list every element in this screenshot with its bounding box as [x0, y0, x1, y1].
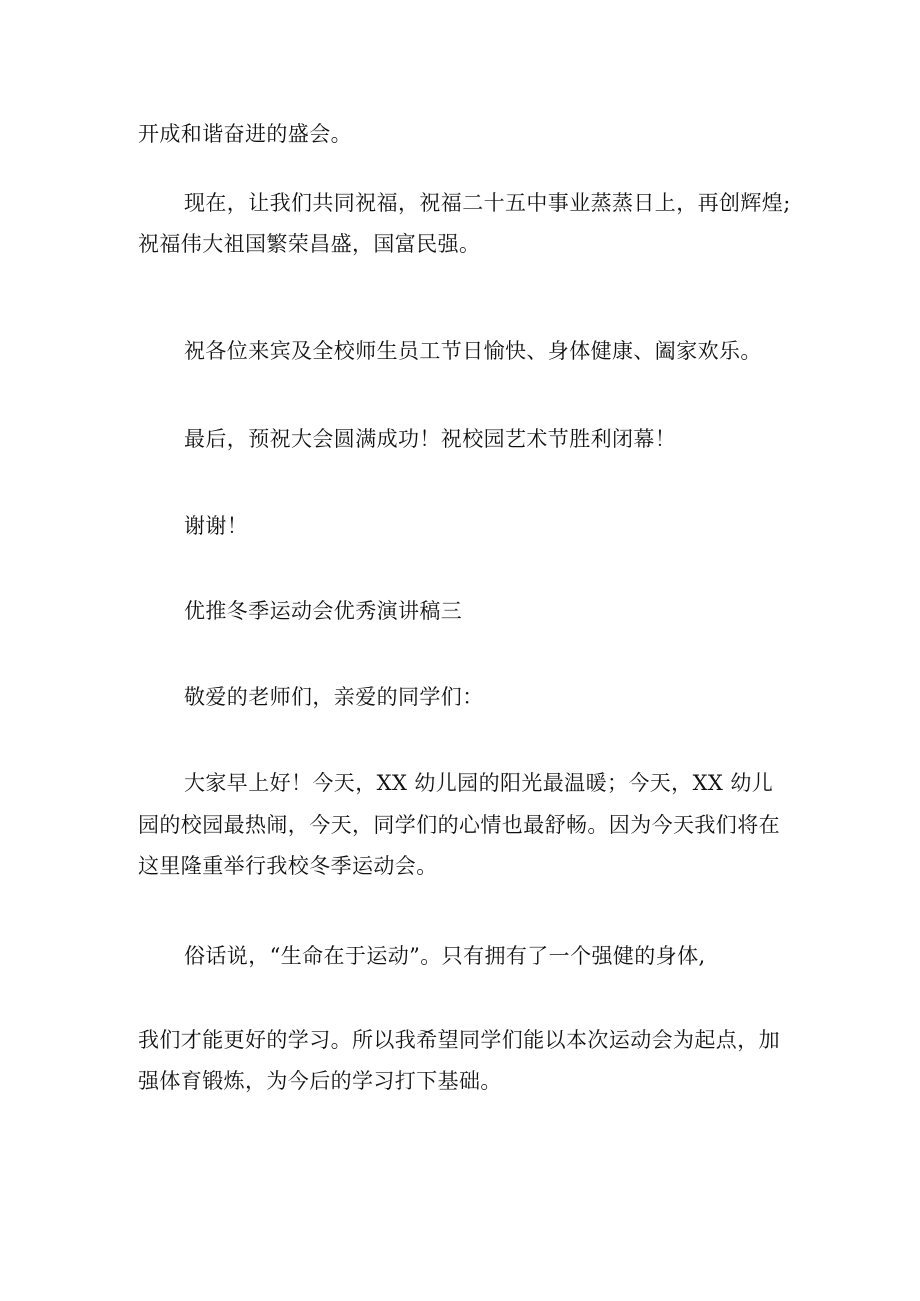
paragraph-greeting-line-2: 园的校园最热闹，今天，同学们的心情也最舒畅。因为今天我们将在 [138, 813, 780, 837]
paragraph-wishes: 祝各位来宾及全校师生员工节日愉快、身体健康、阖家欢乐。 [184, 339, 762, 363]
paragraph-greeting-line-3: 这里隆重举行我校冬季运动会。 [138, 854, 438, 878]
paragraph-saying: 俗话说，“生命在于运动”。只有拥有了一个强健的身体, [184, 944, 706, 968]
paragraph-thanks: 谢谢！ [184, 514, 249, 538]
paragraph-greeting-line-1: 大家早上好！今天，XX 幼儿园的阳光最温暖；今天，XX 幼儿 [184, 771, 774, 795]
paragraph-study-line-2: 强体育锻炼，为今后的学习打下基础。 [138, 1069, 502, 1093]
salutation: 敬爱的老师们，亲爱的同学们： [184, 685, 484, 709]
paragraph-study-line-1: 我们才能更好的学习。所以我希望同学们能以本次运动会为起点，加 [138, 1028, 780, 1052]
paragraph-blessing-line-2: 祝福伟大祖国繁荣昌盛，国富民强。 [138, 232, 481, 256]
text-line-continuation: 开成和谐奋进的盛会。 [138, 122, 352, 146]
paragraph-blessing-line-1: 现在，让我们共同祝福，祝福二十五中事业蒸蒸日上，再创辉煌; [184, 191, 791, 215]
paragraph-closing: 最后，预祝大会圆满成功！祝校园艺术节胜利闭幕！ [184, 427, 677, 451]
section-title: 优推冬季运动会优秀演讲稿三 [184, 599, 463, 623]
